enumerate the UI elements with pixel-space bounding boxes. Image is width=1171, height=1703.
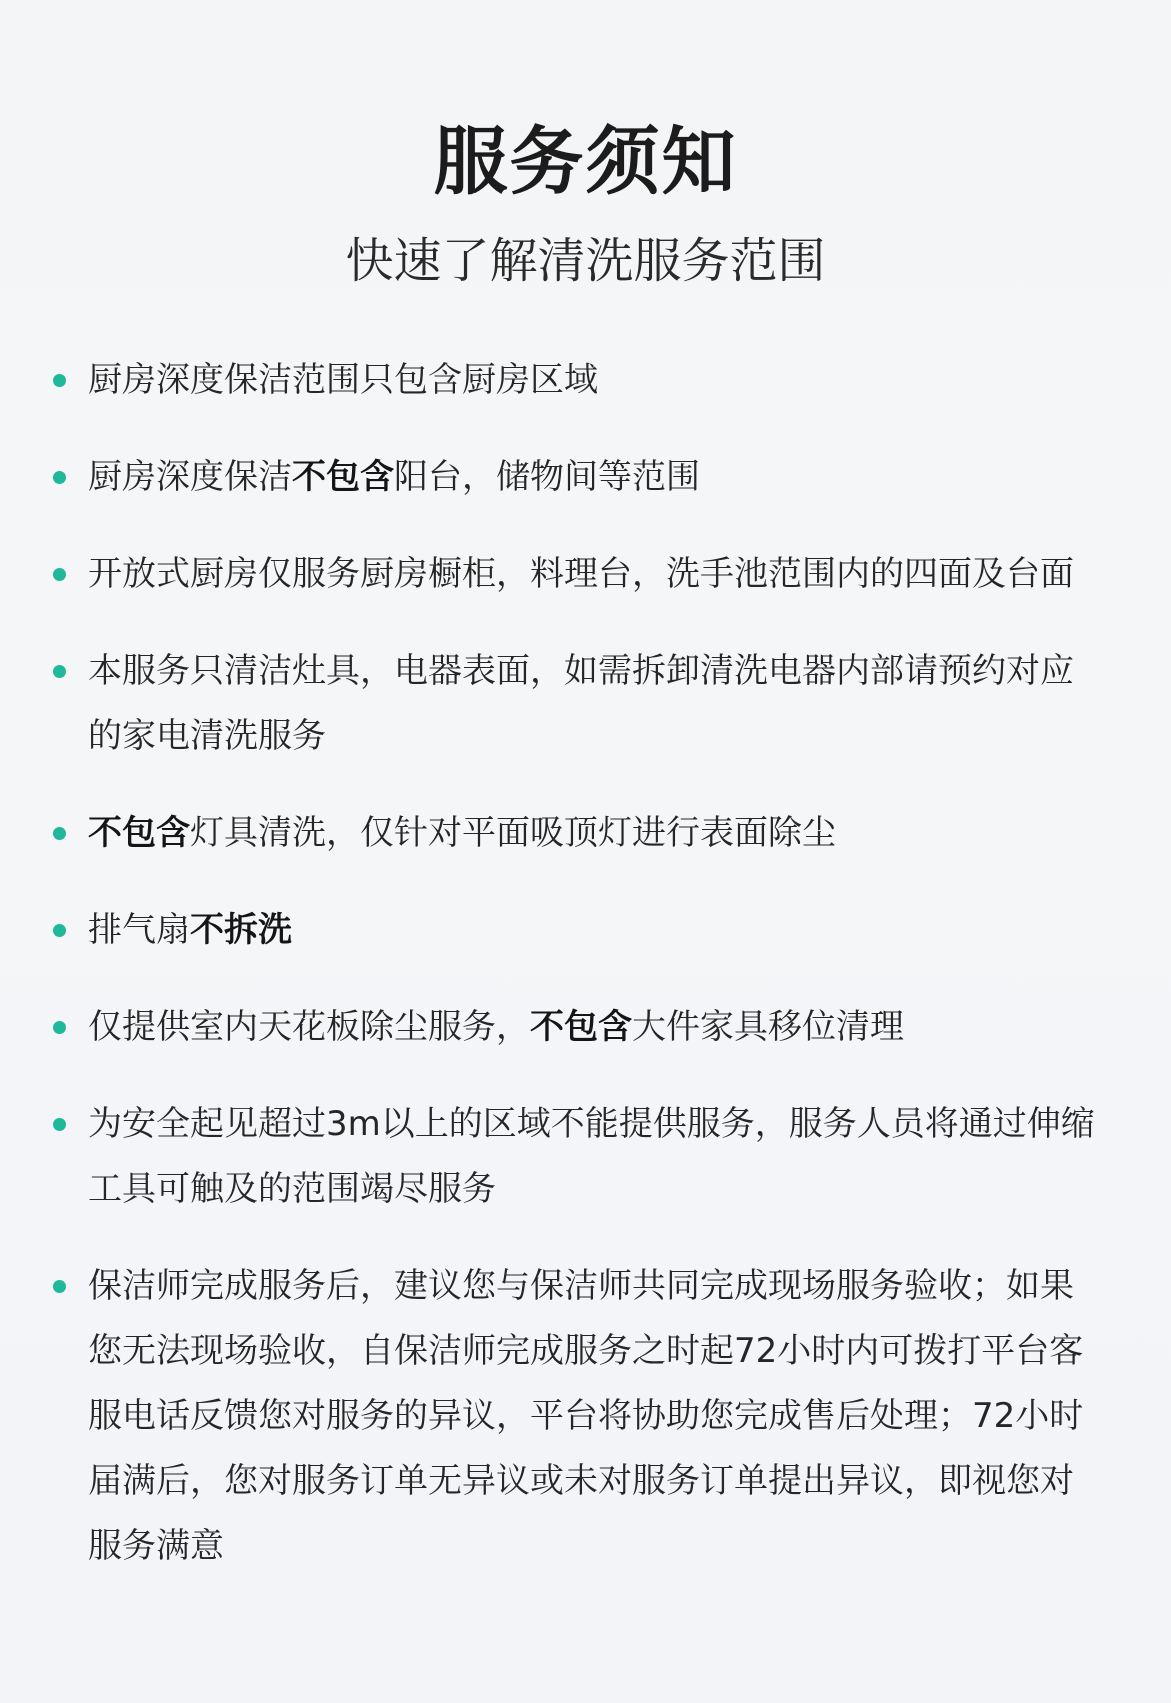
notice-item <box>88 995 1101 1060</box>
notice-item <box>88 348 1101 413</box>
notice-emphasis: 不包含 <box>530 1007 632 1048</box>
notice-text: 保洁师完成服务后，建议您与保洁师共同完成现场服务验收；如果您无法现场验收，自保洁师完成服务之时起72小时内可拨打平台客服电话反馈您对服务的异议，平台将协助您完成售后处理；72小时届满后，您对服务订单无异议或未对服务订单提出异议，即视您对服务满意 <box>88 1266 1084 1567</box>
page-subtitle: 快速了解清洗服务范围 <box>345 232 826 289</box>
notice-text: 仅提供室内天花板除尘服务， <box>88 1007 530 1048</box>
notice-text: 排气扇 <box>88 910 190 951</box>
notice-item <box>88 1092 1101 1222</box>
notice-emphasis: 不包含 <box>88 813 190 854</box>
notice-text: 为安全起见超过3m以上的区域不能提供服务，服务人员将通过伸缩工具可触及的范围竭尽服务 <box>88 1104 1095 1210</box>
notice-item <box>88 639 1101 769</box>
page-title: 服务须知 <box>433 119 738 205</box>
notice-text: 灯具清洗，仅针对平面吸顶灯进行表面除尘 <box>190 813 836 854</box>
notice-item <box>88 445 1101 510</box>
notice-text: 阳台，储物间等范围 <box>394 457 700 498</box>
notice-item <box>88 1254 1101 1579</box>
notice-text: 开放式厨房仅服务厨房橱柜，料理台，洗手池范围内的四面及台面 <box>88 554 1074 595</box>
notice-emphasis: 不拆洗 <box>190 910 292 951</box>
notice-item <box>88 898 1101 963</box>
notice-text: 厨房深度保洁 <box>88 457 292 498</box>
notice-emphasis: 不包含 <box>292 457 394 498</box>
notice-text: 大件家具移位清理 <box>632 1007 904 1048</box>
notice-item <box>88 542 1101 607</box>
notice-text: 厨房深度保洁范围只包含厨房区域 <box>88 360 598 401</box>
notice-list <box>0 348 1171 1579</box>
notice-item <box>88 801 1101 866</box>
notice-text: 本服务只清洁灶具，电器表面，如需拆卸清洗电器内部请预约对应的家电清洗服务 <box>88 651 1074 757</box>
